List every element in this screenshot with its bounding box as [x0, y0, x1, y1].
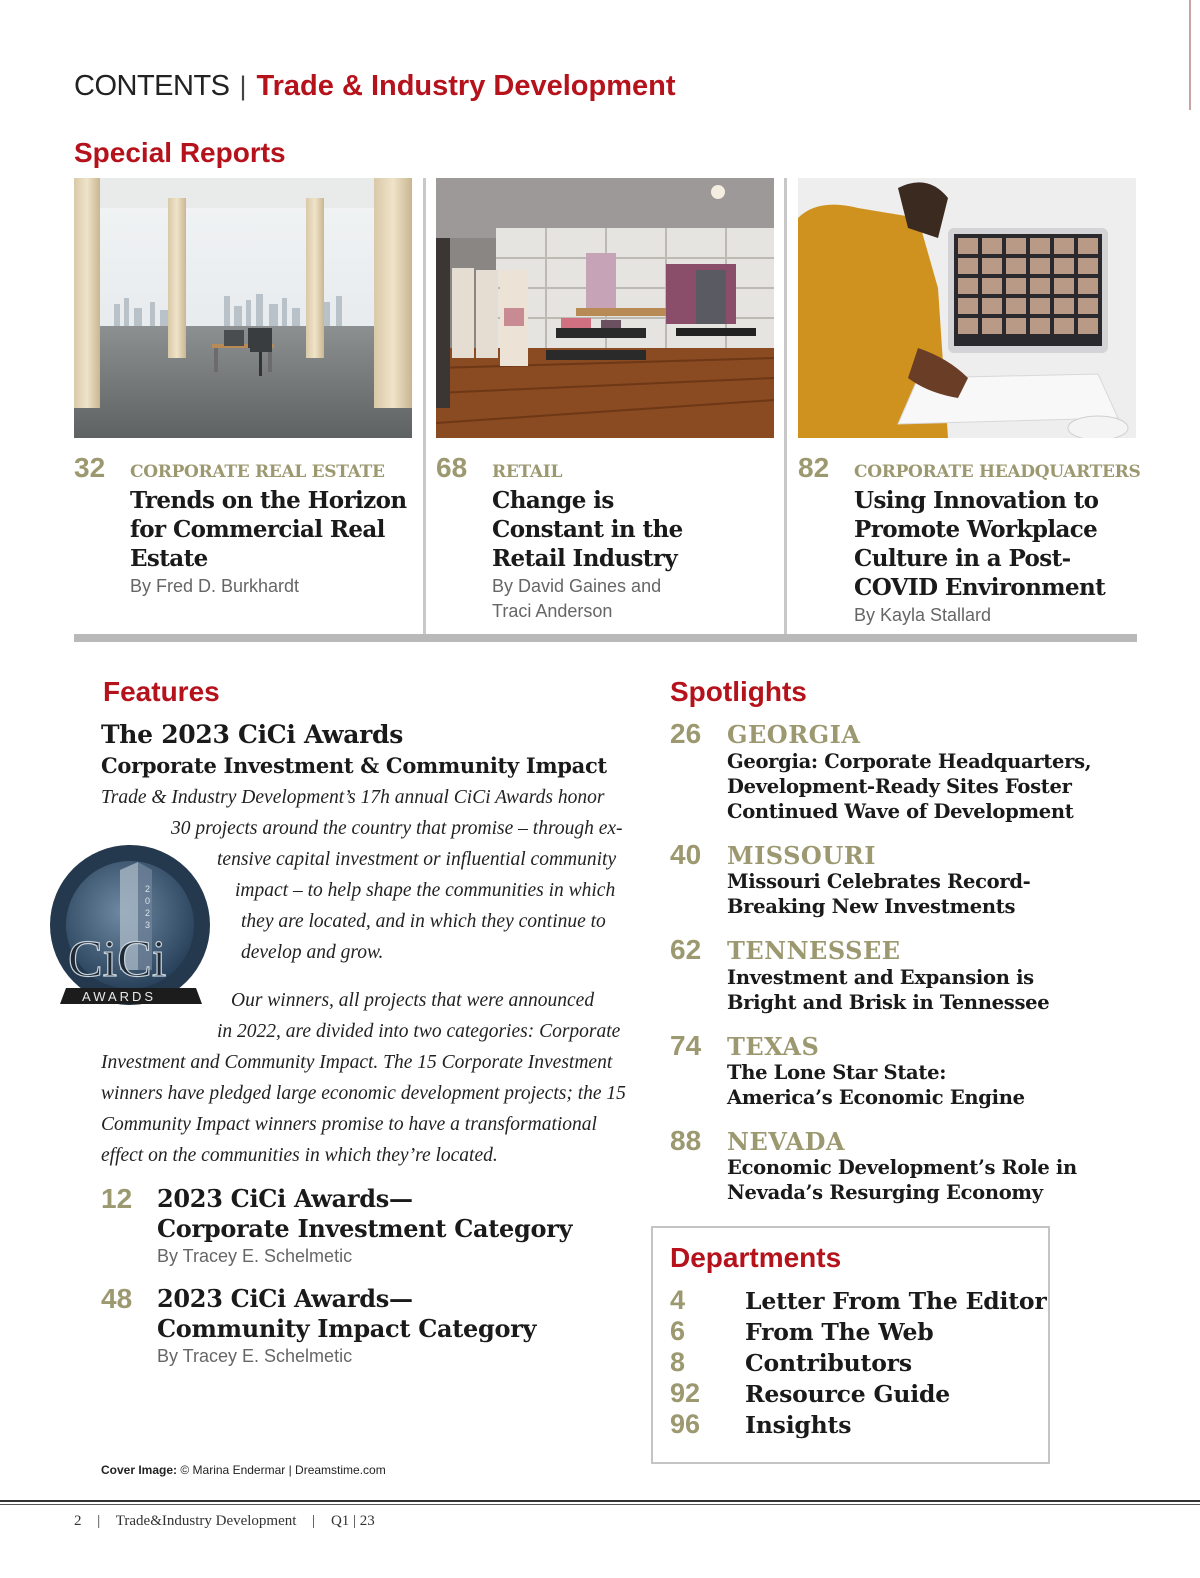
footer-page-number: 2: [74, 1513, 82, 1529]
department-page-number: 6: [670, 1316, 686, 1346]
spotlight-page-number: 62: [670, 934, 702, 965]
feature-item-title[interactable]: 2023 CiCi Awards—: [157, 1284, 413, 1313]
special-reports-heading: Special Reports: [74, 137, 286, 168]
spotlight-title-line: Investment and Expansion is: [727, 966, 1034, 989]
department-page-number: 4: [670, 1285, 686, 1315]
footer-rule: [0, 1504, 1200, 1505]
magazine-name: Trade & Industry Development: [256, 70, 676, 102]
spotlight-state[interactable]: TEXAS: [727, 1032, 820, 1061]
footer-separator: |: [312, 1513, 316, 1529]
feature-body-line: Our winners, all projects that were announced: [231, 990, 595, 1011]
svg-text:2: 2: [145, 908, 151, 918]
report-author: By Fred D. Burkhardt: [130, 576, 300, 596]
feature-body-line: effect on the communities in which they’re located.: [101, 1145, 498, 1166]
spotlight-title-line: Continued Wave of Development: [727, 800, 1074, 823]
column-divider: [784, 178, 787, 635]
cover-image-credit: [101, 1463, 386, 1477]
department-page-number: 8: [670, 1347, 686, 1377]
feature-body-line: winners have pledged large economic development projects; the 15: [101, 1083, 626, 1104]
feature-body-line: in 2022, are divided into two categories: Corporate: [217, 1021, 621, 1042]
report-title: Change is Constant in the Retail Industry: [492, 487, 683, 572]
feature-title[interactable]: The 2023 CiCi Awards: [101, 720, 403, 749]
report-image-conference[interactable]: [798, 178, 1136, 438]
footer-rule: [0, 1500, 1200, 1502]
footer-publication: Trade&Industry Development: [115, 1513, 297, 1529]
svg-text:AWARDS: AWARDS: [82, 989, 157, 1004]
footer-issue: Q1 | 23: [330, 1513, 375, 1529]
spotlight-page-number: 26: [670, 718, 702, 749]
feature-page-number: 12: [101, 1183, 133, 1214]
feature-body-line: Investment and Community Impact. The 15 Corporate Investment: [101, 1052, 613, 1073]
page-footer: [74, 1513, 387, 1530]
department-item[interactable]: Contributors: [745, 1349, 912, 1377]
spotlight-title-line: Bright and Brisk in Tennessee: [727, 991, 1050, 1014]
column-divider: [423, 178, 426, 635]
feature-item-author: By Tracey E. Schelmetic: [157, 1346, 353, 1366]
spotlight-title-line: Development-Ready Sites Foster: [727, 775, 1072, 798]
feature-body-line: develop and grow.: [241, 942, 384, 963]
svg-text:3: 3: [145, 920, 151, 930]
report-author: By David Gaines and Traci Anderson: [492, 576, 662, 621]
feature-body-line: 30 projects around the country that promise – through ex-: [171, 818, 623, 839]
svg-text:0: 0: [145, 896, 151, 906]
spotlight-title-line: Nevada’s Resurging Economy: [727, 1181, 1043, 1204]
spotlight-title-line: Georgia: Corporate Headquarters,: [727, 750, 1092, 773]
report-category: CORPORATE REAL ESTATE: [130, 462, 385, 482]
feature-body-line: they are located, and in which they continue to: [241, 911, 606, 932]
feature-body-line: impact – to help shape the communities in which: [235, 880, 616, 901]
svg-text:2: 2: [145, 884, 151, 894]
report-page-number: 68: [436, 452, 468, 483]
feature-item-title[interactable]: Corporate Investment Category: [157, 1214, 573, 1243]
svg-text:CiCi: CiCi: [68, 931, 167, 988]
feature-body-line: Community Impact winners promise to have a transformational: [101, 1114, 597, 1135]
spotlight-title-line: Economic Development’s Role in: [727, 1156, 1077, 1179]
department-page-number: 96: [670, 1409, 701, 1439]
features-heading: Features: [103, 676, 220, 707]
spotlight-state[interactable]: NEVADA: [727, 1127, 846, 1156]
department-item[interactable]: From The Web: [745, 1318, 934, 1346]
spotlights-heading: Spotlights: [670, 676, 807, 707]
spotlight-page-number: 74: [670, 1030, 702, 1061]
feature-body-line: Trade & Industry Development’s 17h annual CiCi Awards honor: [101, 787, 605, 808]
report-page-number: 32: [74, 452, 106, 483]
header-separator: |: [239, 71, 247, 101]
credit-text: © Marina Endermar | Dreamstime.com: [180, 1463, 386, 1477]
report-page-number: 82: [798, 452, 830, 483]
report-image-office[interactable]: [74, 178, 412, 438]
credit-label: Cover Image:: [101, 1463, 178, 1477]
feature-page-number: 48: [101, 1283, 133, 1314]
spotlight-title-line: The Lone Star State:: [727, 1061, 947, 1084]
footer-separator: |: [97, 1513, 101, 1529]
report-category: RETAIL: [492, 462, 563, 482]
page-edge-mark: [1189, 0, 1191, 110]
spotlight-title-line: America’s Economic Engine: [727, 1086, 1025, 1109]
feature-item-title[interactable]: Community Impact Category: [157, 1314, 537, 1343]
departments-heading: Departments: [670, 1242, 842, 1273]
department-item[interactable]: Insights: [745, 1411, 852, 1439]
spotlight-page-number: 40: [670, 839, 702, 870]
feature-item-author: By Tracey E. Schelmetic: [157, 1246, 353, 1266]
report-category: CORPORATE HEADQUARTERS: [854, 462, 1141, 482]
feature-item-title[interactable]: 2023 CiCi Awards—: [157, 1184, 413, 1213]
department-item[interactable]: Letter From The Editor: [745, 1287, 1047, 1315]
feature-subtitle: Corporate Investment & Community Impact: [101, 753, 607, 778]
report-image-retail[interactable]: [436, 178, 774, 438]
report-entry[interactable]: [854, 462, 1154, 628]
report-title: Trends on the Horizon for Commercial Real Estate: [130, 487, 407, 572]
department-page-number: 92: [670, 1378, 701, 1408]
spotlight-state[interactable]: TENNESSEE: [727, 936, 901, 965]
report-author: By Kayla Stallard: [854, 605, 992, 625]
section-divider-bar: [74, 634, 1137, 642]
report-title: Using Innovation to Promote Workplace Culture in a Post-COVID Environment: [854, 487, 1106, 601]
spotlight-page-number: 88: [670, 1125, 702, 1156]
spotlight-title-line: Missouri Celebrates Record-: [727, 870, 1031, 893]
spotlight-state[interactable]: GEORGIA: [727, 720, 861, 749]
report-entry[interactable]: [130, 462, 415, 599]
feature-body-line: tensive capital investment or influential community: [217, 849, 617, 870]
spotlight-state[interactable]: MISSOURI: [727, 841, 876, 870]
spotlight-title-line: Breaking New Investments: [727, 895, 1016, 918]
cici-awards-badge-logo: [50, 840, 220, 1020]
report-entry[interactable]: [492, 462, 727, 624]
contents-label: CONTENTS: [74, 70, 230, 102]
department-item[interactable]: Resource Guide: [745, 1380, 950, 1408]
page-header: [74, 70, 676, 103]
